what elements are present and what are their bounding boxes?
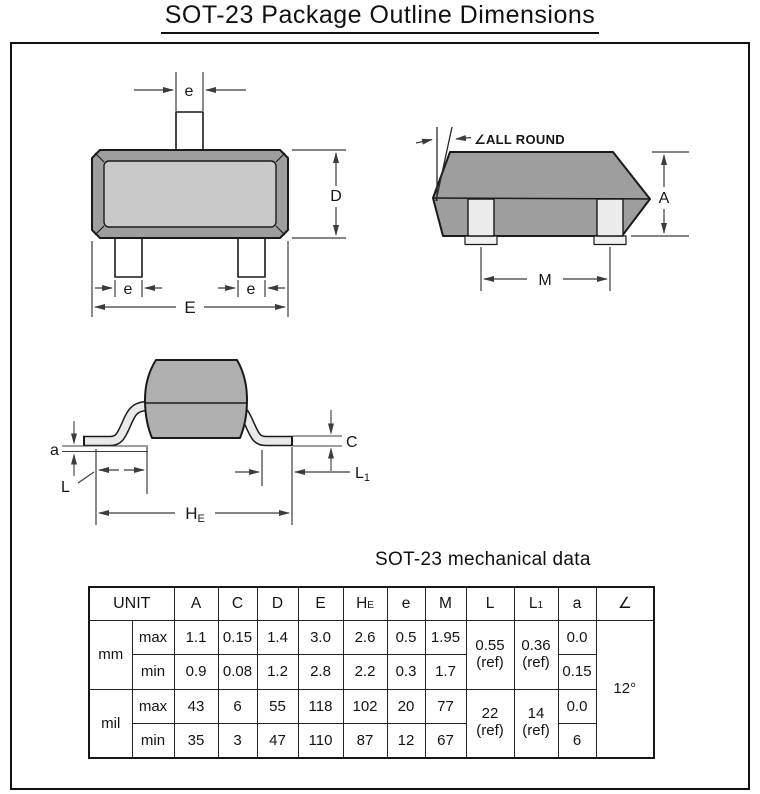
col-header-e: e	[387, 587, 425, 620]
col-header-HE: HE	[343, 587, 387, 620]
table-cell: 3.0	[298, 620, 343, 655]
mechanical-data-table	[88, 586, 655, 759]
e-left-label: e	[123, 281, 133, 298]
table-cell: 77	[425, 689, 466, 724]
table-cell: 1.1	[174, 620, 218, 655]
table-cell: 110	[298, 724, 343, 759]
table-cell: 3	[218, 724, 257, 759]
col-header-a: a	[558, 587, 596, 620]
front-view-drawing	[50, 360, 370, 525]
L-label: L	[61, 479, 70, 496]
d-label: D	[330, 188, 342, 205]
pin-left	[468, 199, 494, 236]
C-dimension	[293, 410, 342, 471]
col-header-M: M	[425, 587, 466, 620]
table-cell: 118	[298, 689, 343, 724]
table-subtitle: SOT-23 mechanical data	[375, 549, 591, 570]
e-right-label: e	[246, 281, 256, 298]
unit-cell-mm: mm	[89, 620, 132, 689]
C-label: C	[346, 434, 358, 451]
table-cell: 2.8	[298, 655, 343, 690]
col-header-A: A	[174, 587, 218, 620]
table-cell: 47	[257, 724, 298, 759]
table-cell: 102	[343, 689, 387, 724]
side-view-drawing	[416, 127, 689, 291]
table-cell: 12	[387, 724, 425, 759]
top-pin	[176, 112, 203, 152]
pin-foot-left	[465, 236, 497, 245]
table-cell: 43	[174, 689, 218, 724]
table-cell-L-mil: 22 (ref)	[466, 689, 514, 758]
table-cell: 0.0	[558, 689, 596, 724]
col-header-L1: L1	[514, 587, 558, 620]
a-label: a	[50, 442, 59, 459]
limit-cell: min	[132, 724, 174, 759]
table-cell: 0.08	[218, 655, 257, 690]
HE-label: HE	[185, 504, 205, 525]
E-label: E	[184, 298, 196, 317]
table-cell: 0.3	[387, 655, 425, 690]
pin-foot-right	[594, 236, 626, 245]
package-body-inner-face	[104, 161, 276, 227]
table-row-mm-max	[89, 620, 654, 655]
a-dimension	[62, 421, 148, 476]
all-round-note: ∠ALL ROUND	[474, 132, 565, 147]
table-cell: 2.2	[343, 655, 387, 690]
table-cell-L1-mm: 0.36 (ref)	[514, 620, 558, 689]
table-cell: 2.6	[343, 620, 387, 655]
table-cell: 1.4	[257, 620, 298, 655]
table-cell: 67	[425, 724, 466, 759]
pin-right	[597, 199, 623, 236]
col-header-unit: UNIT	[89, 587, 174, 620]
table-cell: 20	[387, 689, 425, 724]
col-header-C: C	[218, 587, 257, 620]
col-header-D: D	[257, 587, 298, 620]
table-cell: 0.15	[218, 620, 257, 655]
M-label: M	[538, 272, 552, 289]
table-row-mil-min	[89, 724, 654, 759]
table-row-mm-min	[89, 655, 654, 690]
A-label: A	[658, 190, 670, 207]
table-cell: 1.7	[425, 655, 466, 690]
table-row-mil-max	[89, 689, 654, 724]
L1-label: L1	[355, 465, 371, 484]
table-cell: 0.15	[558, 655, 596, 690]
top-view-drawing	[92, 72, 346, 317]
table-cell: 1.2	[257, 655, 298, 690]
table-cell-L1-mil: 14 (ref)	[514, 689, 558, 758]
table-cell: 87	[343, 724, 387, 759]
e-top-label: e	[184, 83, 194, 100]
table-cell: 55	[257, 689, 298, 724]
table-cell: 6	[218, 689, 257, 724]
unit-cell-mil: mil	[89, 689, 132, 758]
col-header-L: L	[466, 587, 514, 620]
limit-cell: max	[132, 620, 174, 655]
bottom-pin-left	[115, 238, 142, 277]
table-cell: 35	[174, 724, 218, 759]
table-cell-L-mm: 0.55 (ref)	[466, 620, 514, 689]
bottom-pin-right	[238, 238, 265, 277]
page-title: SOT-23 Package Outline Dimensions	[161, 1, 600, 34]
col-header-E: E	[298, 587, 343, 620]
table-header-row	[89, 587, 654, 620]
col-header-angle: ∠	[596, 587, 654, 620]
table-cell: 0.0	[558, 620, 596, 655]
limit-cell: min	[132, 655, 174, 690]
package-body-front-view	[145, 360, 247, 438]
table-cell-angle: 12°	[596, 620, 654, 758]
table-cell: 1.95	[425, 620, 466, 655]
draft-angle-arrows	[416, 138, 471, 144]
limit-cell: max	[132, 689, 174, 724]
table-cell: 0.5	[387, 620, 425, 655]
table-cell: 6	[558, 724, 596, 759]
table-cell: 0.9	[174, 655, 218, 690]
